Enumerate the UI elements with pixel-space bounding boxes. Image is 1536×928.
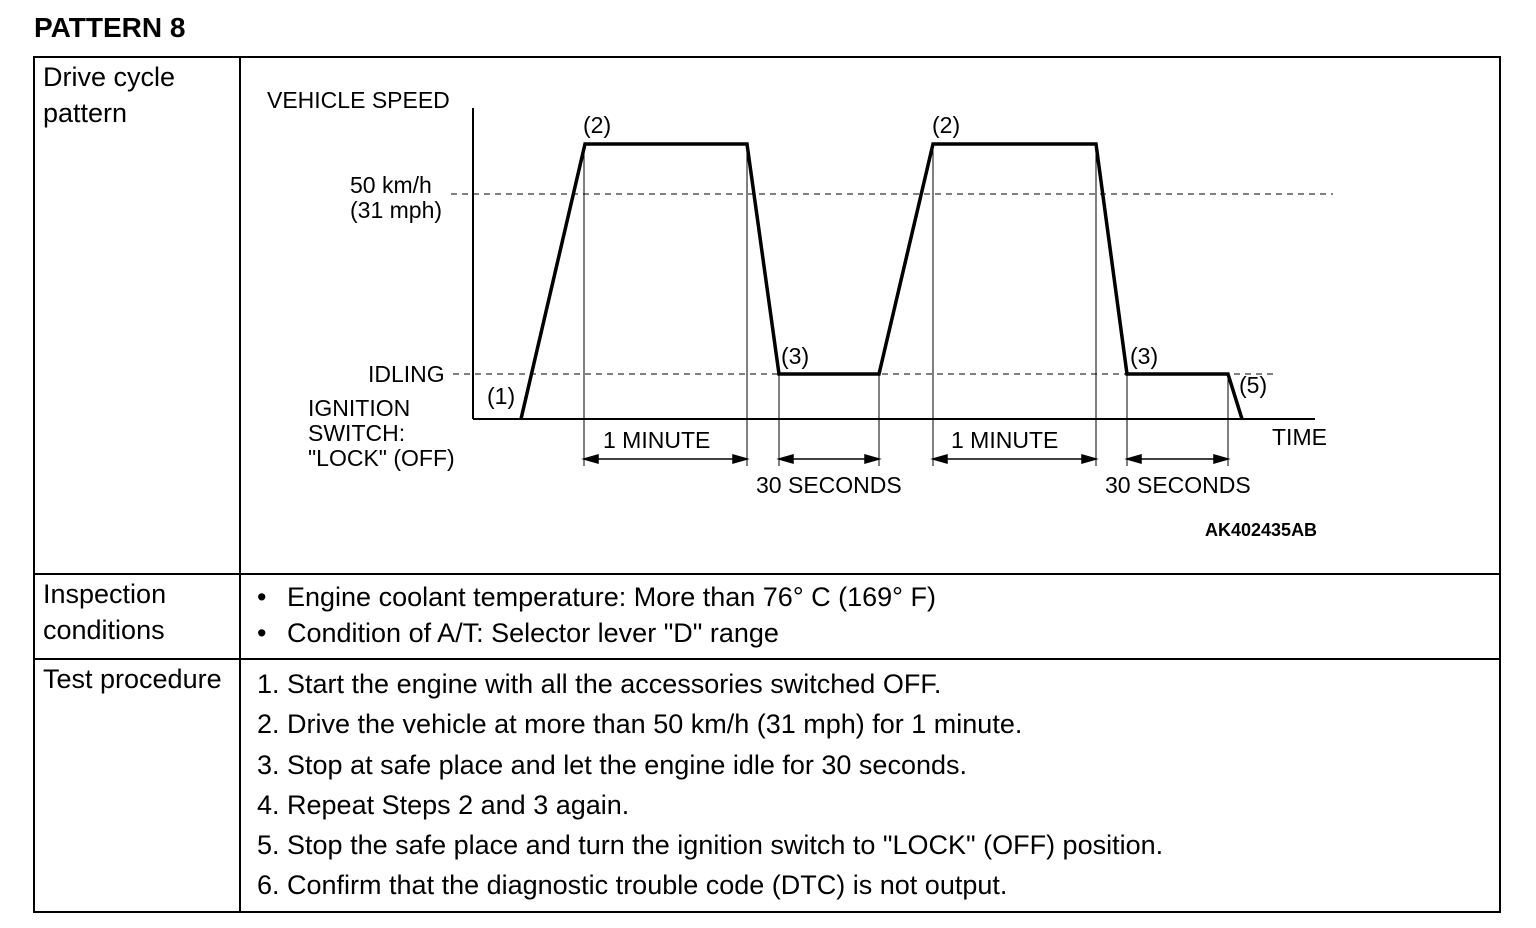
idling-label: IDLING xyxy=(368,361,445,387)
duration-1min-first: 1 MINUTE xyxy=(603,427,711,453)
inspection-cell xyxy=(240,574,1500,659)
ignition-label-line3: "LOCK" (OFF) xyxy=(308,445,455,471)
ignition-label-line1: IGNITION xyxy=(308,395,411,421)
diagram-row-label: Drive cycle pattern xyxy=(34,57,240,574)
list-item: 2. Drive the vehicle at more than 50 km/h (31 mph) for 1 minute. xyxy=(257,709,1023,740)
speed-profile-line xyxy=(521,144,1242,419)
inspection-list xyxy=(241,575,1499,651)
procedure-row xyxy=(34,659,1500,912)
drive-cycle-diagram xyxy=(241,58,1499,572)
marker-2-first: (2) xyxy=(583,112,612,138)
diagram-row xyxy=(34,57,1500,574)
speed-level-label-line1: 50 km/h xyxy=(350,172,432,198)
list-item: • Condition of A/T: Selector lever "D" range xyxy=(257,615,1499,651)
y-axis-label: VEHICLE SPEED xyxy=(267,87,450,113)
procedure-row-label: Test procedure xyxy=(34,659,240,912)
list-item: 4. Repeat Steps 2 and 3 again. xyxy=(257,789,630,820)
marker-3-first: (3) xyxy=(781,343,810,369)
list-item: 3. Stop at safe place and let the engine idle for 30 seconds. xyxy=(257,749,967,780)
bullet-icon: • xyxy=(257,582,267,612)
bullet-icon: • xyxy=(257,618,267,648)
speed-level-label-line2: (31 mph) xyxy=(350,197,443,223)
x-axis-label: TIME xyxy=(1272,424,1327,450)
diagram-cell xyxy=(240,57,1500,574)
list-item: • Engine coolant temperature: More than 76° C (169° F) xyxy=(257,579,1499,615)
list-item: 6. Confirm that the diagnostic trouble code (DTC) is not output. xyxy=(257,870,1008,901)
marker-5: (5) xyxy=(1239,372,1268,398)
procedure-cell xyxy=(240,659,1500,912)
inspection-row xyxy=(34,574,1500,659)
marker-3-second: (3) xyxy=(1130,343,1159,369)
list-item: 1. Start the engine with all the accessories switched OFF. xyxy=(257,669,942,699)
duration-1min-second: 1 MINUTE xyxy=(951,427,1059,453)
duration-30s-second: 30 SECONDS xyxy=(1105,472,1251,498)
marker-2-second: (2) xyxy=(932,112,961,138)
duration-arrows xyxy=(584,455,1228,463)
page-title: PATTERN 8 xyxy=(34,12,186,43)
ignition-label-line2: SWITCH: xyxy=(308,420,406,446)
figure-code: AK402435AB xyxy=(1205,520,1318,540)
inspection-row-label: Inspection conditions xyxy=(34,574,240,659)
time-markers xyxy=(584,144,1228,466)
duration-30s-first: 30 SECONDS xyxy=(756,472,902,498)
procedure-steps xyxy=(241,660,1499,906)
list-item: 5. Stop the safe place and turn the ignition switch to "LOCK" (OFF) position. xyxy=(257,830,1164,861)
marker-1: (1) xyxy=(487,383,516,409)
spec-table xyxy=(33,56,1501,913)
